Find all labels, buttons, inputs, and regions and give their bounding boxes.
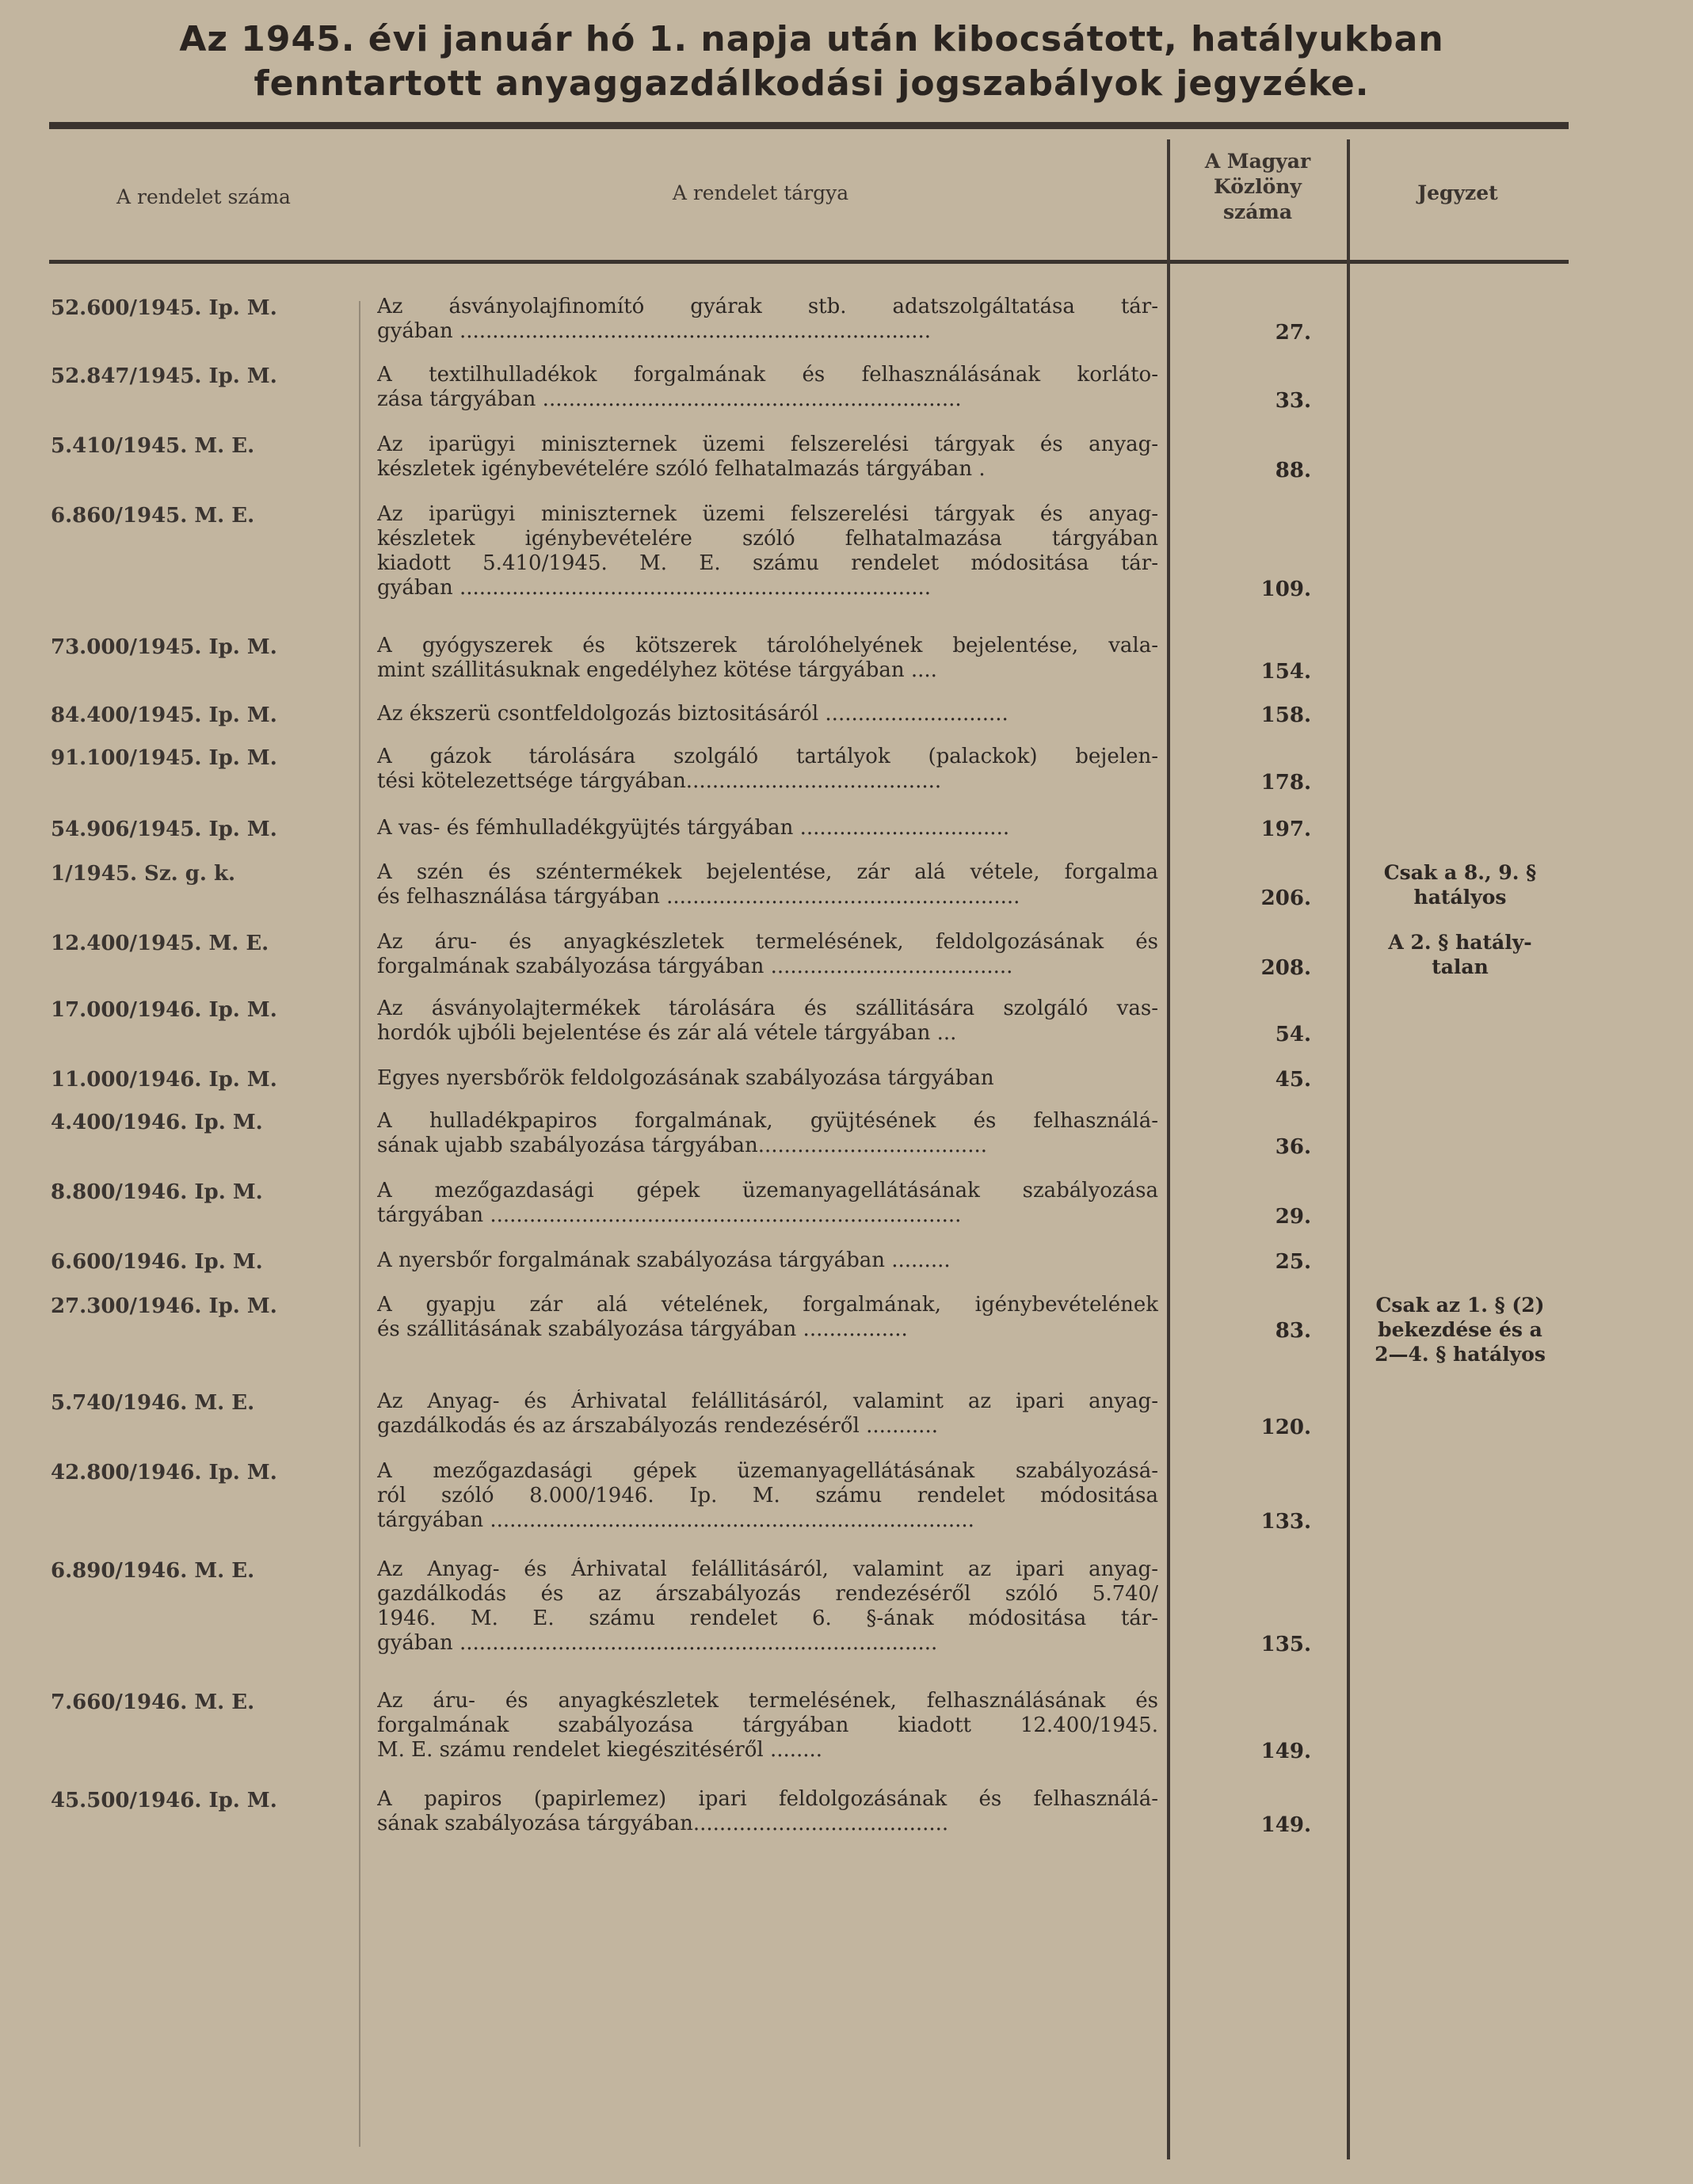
regulation-subject — [377, 295, 1158, 344]
note-line: Csak a 8., 9. § — [1383, 861, 1537, 884]
subject-line: Az áru- és anyagkészletek termelésének, feldolgozásának és — [377, 930, 1158, 954]
gazette-number: 33. — [1275, 389, 1311, 413]
regulation-subject — [377, 1179, 1158, 1228]
regulation-number: 7.660/1946. M. E. — [51, 1690, 255, 1714]
gazette-number: 29. — [1275, 1205, 1311, 1229]
regulation-number: 17.000/1946. Ip. M. — [51, 998, 277, 1022]
subject-line: forgalmának szabályozása tárgyában ..................................... — [377, 955, 1013, 978]
regulation-number: 6.600/1946. Ip. M. — [51, 1250, 263, 1274]
subject-line: A mezőgazdasági gépek üzemanyagellátásának szabályozásá- — [377, 1459, 1158, 1483]
regulation-subject — [377, 1689, 1158, 1763]
subject-line: gazdálkodás és az árszabályozás rendezéséről szóló 5.740/ — [377, 1582, 1158, 1606]
subject-line: A gyapju zár alá vételének, forgalmának, igénybevételének — [377, 1293, 1158, 1317]
regulation-number: 27.300/1946. Ip. M. — [51, 1294, 277, 1318]
regulation-number: 52.847/1945. Ip. M. — [51, 364, 277, 388]
column-header-subject: A rendelet tárgya — [672, 181, 849, 204]
regulation-number: 5.740/1946. M. E. — [51, 1391, 255, 1415]
regulation-subject — [377, 1787, 1158, 1836]
gazette-number: 27. — [1275, 321, 1311, 345]
regulation-subject — [377, 1293, 1158, 1342]
regulation-number: 42.800/1946. Ip. M. — [51, 1461, 277, 1485]
note-line: bekezdése és a — [1378, 1318, 1542, 1341]
gazette-number: 83. — [1275, 1319, 1311, 1343]
subject-line: A textilhulladékok forgalmának és felhasználásának korláto- — [377, 363, 1158, 387]
regulation-number: 6.890/1946. M. E. — [51, 1559, 255, 1583]
subject-line: gyában ........................................................................ — [377, 576, 932, 600]
column-divider — [1167, 139, 1170, 2159]
column-header-gazette-line: száma — [1222, 200, 1293, 223]
subject-line: tárgyában .......................................................................... — [377, 1508, 974, 1532]
column-header-gazette — [1169, 149, 1347, 225]
column-header-gazette-line: A Magyar — [1204, 150, 1311, 173]
header-rule — [49, 260, 1569, 264]
regulation-subject — [377, 502, 1158, 600]
subject-line: Az iparügyi miniszternek üzemi felszerelési tárgyak és anyag- — [377, 433, 1158, 456]
regulation-subject — [377, 702, 1158, 726]
subject-line: mint szállitásuknak engedélyhez kötése tárgyában .... — [377, 658, 937, 682]
regulation-subject — [377, 930, 1158, 979]
subject-line: forgalmának szabályozása tárgyában kiadott 12.400/1945. — [377, 1713, 1158, 1737]
row-note — [1356, 860, 1564, 909]
subject-line: és felhasználása tárgyában ...................................................... — [377, 885, 1020, 909]
gazette-number: 120. — [1260, 1416, 1311, 1439]
regulation-subject — [377, 363, 1158, 412]
subject-line: gazdálkodás és az árszabályozás rendezéséről ........... — [377, 1414, 938, 1438]
regulation-number: 6.860/1945. M. E. — [51, 504, 255, 528]
gazette-number: 208. — [1260, 956, 1311, 980]
subject-line: A papiros (papirlemez) ipari feldolgozásának és felhasználá- — [377, 1787, 1158, 1811]
gazette-number: 154. — [1260, 660, 1311, 684]
note-line: Csak az 1. § (2) — [1375, 1294, 1545, 1317]
gazette-number: 133. — [1260, 1510, 1311, 1534]
regulation-subject — [377, 997, 1158, 1046]
regulation-subject — [377, 1389, 1158, 1439]
subject-line: A hulladékpapiros forgalmának, gyüjtésének és felhasználá- — [377, 1109, 1158, 1133]
regulation-subject — [377, 433, 1158, 482]
subject-line: Az iparügyi miniszternek üzemi felszerelési tárgyak és anyag- — [377, 502, 1158, 526]
subject-line: A szén és széntermékek bejelentése, zár alá vétele, forgalma — [377, 860, 1158, 884]
gazette-number: 109. — [1260, 577, 1311, 601]
regulation-number: 73.000/1945. Ip. M. — [51, 635, 277, 659]
regulation-subject — [377, 745, 1158, 794]
subject-line: ról szóló 8.000/1946. Ip. M. számu rendelet módositása — [377, 1484, 1158, 1507]
gazette-number: 206. — [1260, 886, 1311, 910]
subject-line: Az ékszerü csontfeldolgozás biztositásáról ............................ — [377, 702, 1009, 726]
subject-line: Az Anyag- és Árhivatal felállitásáról, valamint az ipari anyag- — [377, 1389, 1158, 1413]
column-header-number: A rendelet száma — [116, 185, 291, 208]
subject-line: Egyes nyersbőrök feldolgozásának szabályozása tárgyában — [377, 1066, 994, 1090]
regulation-subject — [377, 1557, 1158, 1656]
regulation-subject — [377, 1109, 1158, 1158]
subject-line: M. E. számu rendelet kiegészitéséről ........ — [377, 1738, 823, 1762]
subject-line: tési kötelezettsége tárgyában....................................... — [377, 769, 942, 793]
title-line-1: Az 1945. évi január hó 1. napja után kibocsátott, hatályukban — [179, 19, 1444, 59]
regulation-number: 54.906/1945. Ip. M. — [51, 818, 277, 841]
subject-line: A gázok tárolására szolgáló tartályok (palackok) bejelen- — [377, 745, 1158, 768]
column-header-gazette-line: Közlöny — [1214, 175, 1302, 198]
regulation-number: 11.000/1946. Ip. M. — [51, 1068, 277, 1092]
regulation-subject — [377, 1459, 1158, 1533]
gazette-number: 135. — [1260, 1633, 1311, 1656]
column-divider — [1347, 139, 1350, 2159]
regulation-subject — [377, 1066, 1158, 1091]
subject-line: A gyógyszerek és kötszerek tárolóhelyének bejelentése, vala- — [377, 634, 1158, 657]
subject-line: Az ásványolajtermékek tárolására és szállitására szolgáló vas- — [377, 997, 1158, 1020]
regulation-number: 8.800/1946. Ip. M. — [51, 1180, 263, 1204]
note-line: 2—4. § hatályos — [1375, 1343, 1546, 1366]
note-line: talan — [1432, 955, 1489, 978]
gazette-number: 88. — [1275, 459, 1311, 482]
subject-line: 1946. M. E. számu rendelet 6. §-ának módositása tár- — [377, 1607, 1158, 1630]
subject-line: A vas- és fémhulladékgyüjtés tárgyában ................................ — [377, 816, 1010, 840]
document-title — [49, 17, 1574, 106]
regulation-subject — [377, 816, 1158, 840]
column-header-note: Jegyzet — [1417, 181, 1498, 204]
subject-line: sának ujabb szabályozása tárgyában................................... — [377, 1134, 987, 1157]
regulation-number: 5.410/1945. M. E. — [51, 434, 255, 458]
gazette-number: 25. — [1275, 1250, 1311, 1274]
gazette-number: 45. — [1275, 1068, 1311, 1092]
gazette-number: 54. — [1275, 1023, 1311, 1046]
regulation-subject — [377, 634, 1158, 683]
subject-line: hordók ujbóli bejelentése és zár alá vétele tárgyában ... — [377, 1021, 957, 1045]
regulation-number: 84.400/1945. Ip. M. — [51, 703, 277, 727]
subject-line: A mezőgazdasági gépek üzemanyagellátásának szabályozása — [377, 1179, 1158, 1203]
subject-line: zása tárgyában ................................................................ — [377, 387, 962, 411]
row-note — [1356, 1293, 1564, 1366]
gazette-number: 36. — [1275, 1135, 1311, 1159]
subject-line: készletek igénybevételére szóló felhatalmazása tárgyában — [377, 527, 1158, 551]
title-rule — [49, 122, 1569, 129]
note-line: hatályos — [1413, 886, 1507, 909]
row-note — [1356, 930, 1564, 979]
gazette-number: 158. — [1260, 703, 1311, 727]
subject-line: tárgyában ........................................................................ — [377, 1203, 962, 1227]
subject-line: készletek igénybevételére szóló felhatalmazás tárgyában . — [377, 457, 986, 481]
subject-line: kiadott 5.410/1945. M. E. számu rendelet módositása tár- — [377, 551, 1158, 575]
subject-line: A nyersbőr forgalmának szabályozása tárgyában ......... — [377, 1248, 951, 1272]
gazette-number: 178. — [1260, 771, 1311, 795]
regulation-number: 45.500/1946. Ip. M. — [51, 1789, 277, 1812]
regulation-number: 4.400/1946. Ip. M. — [51, 1111, 263, 1134]
regulation-subject — [377, 1248, 1158, 1273]
regulation-number: 91.100/1945. Ip. M. — [51, 746, 277, 770]
subject-line: Az ásványolajfinomító gyárak stb. adatszolgáltatása tár- — [377, 295, 1158, 318]
regulation-subject — [377, 860, 1158, 909]
gazette-number: 149. — [1260, 1813, 1311, 1837]
title-line-2: fenntartott anyaggazdálkodási jogszabályok jegyzéke. — [254, 63, 1370, 104]
gazette-number: 149. — [1260, 1740, 1311, 1763]
subject-line: gyában ......................................................................... — [377, 1631, 938, 1655]
regulation-number: 1/1945. Sz. g. k. — [51, 862, 236, 886]
subject-line: és szállitásának szabályozása tárgyában ................ — [377, 1317, 908, 1341]
subject-line: gyában ........................................................................ — [377, 319, 932, 343]
note-line: A 2. § hatály- — [1388, 931, 1532, 954]
regulation-number: 52.600/1945. Ip. M. — [51, 296, 277, 320]
subject-line: Az Anyag- és Árhivatal felállitásáról, valamint az ipari anyag- — [377, 1557, 1158, 1581]
subject-line: sának szabályozása tárgyában....................................... — [377, 1812, 949, 1835]
gazette-number: 197. — [1260, 818, 1311, 841]
column-divider — [359, 301, 360, 2147]
subject-line: Az áru- és anyagkészletek termelésének, felhasználásának és — [377, 1689, 1158, 1713]
regulation-number: 12.400/1945. M. E. — [51, 932, 269, 955]
